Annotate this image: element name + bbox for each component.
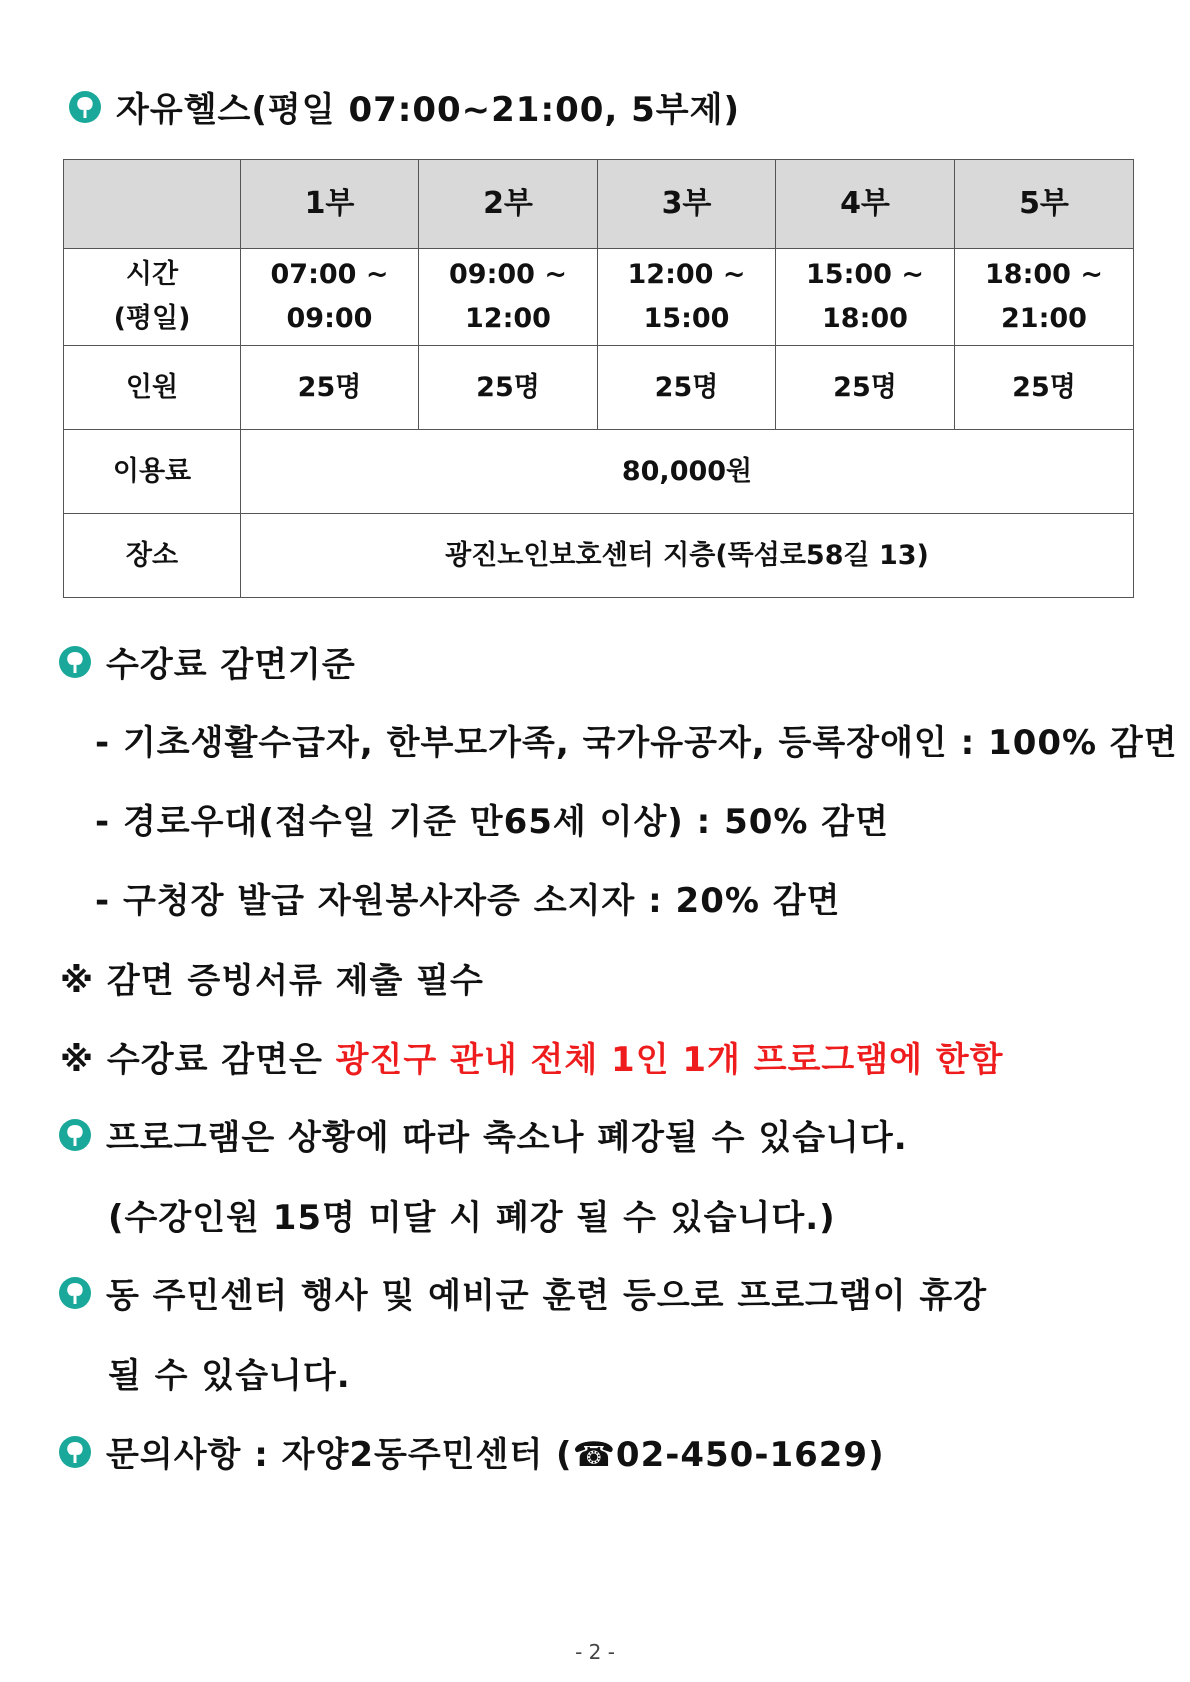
tree-bullet-icon xyxy=(68,90,102,124)
contact-row xyxy=(58,1427,885,1476)
discount-note-1: ※ 감면 증빙서류 제출 필수 xyxy=(60,961,484,1001)
time-cell-5: 18:00 ~ 21:00 xyxy=(955,249,1134,346)
header-cell-part4: 4부 xyxy=(776,160,955,249)
header-cell-empty xyxy=(64,160,241,249)
discount-note-2 xyxy=(60,1032,1003,1081)
notice-2-line-2: 될 수 있습니다. xyxy=(108,1356,351,1396)
header-cell-part2: 2부 xyxy=(419,160,598,249)
notice-1-row xyxy=(58,1110,908,1159)
table-row-place xyxy=(64,514,1134,598)
time-cell-3: 12:00 ~ 15:00 xyxy=(598,249,776,346)
contact-info: 문의사항 : 자양2동주민센터 (☎02-450-1629) xyxy=(106,1435,885,1475)
schedule-table xyxy=(63,159,1134,598)
table-row-fee xyxy=(64,430,1134,514)
section-title-row xyxy=(68,82,740,131)
page-number: - 2 - xyxy=(575,1640,615,1664)
discount-title-row xyxy=(58,637,356,686)
tree-bullet-icon xyxy=(58,645,92,679)
time-cell-1: 07:00 ~ 09:00 xyxy=(241,249,419,346)
tree-bullet-icon xyxy=(58,1118,92,1152)
row-label-people: 인원 xyxy=(64,346,241,430)
people-cell-5: 25명 xyxy=(955,346,1134,430)
discount-note-2-highlight: 광진구 관내 전체 1인 1개 프로그램에 한함 xyxy=(335,1040,1004,1080)
tree-bullet-icon xyxy=(58,1276,92,1310)
row-label-time: 시간 (평일) xyxy=(64,249,241,346)
discount-item-1: - 기초생활수급자, 한부모가족, 국가유공자, 등록장애인 : 100% 감면 xyxy=(95,723,1178,763)
notice-2-line-1: 동 주민센터 행사 및 예비군 훈련 등으로 프로그램이 휴강 xyxy=(106,1276,988,1316)
header-cell-part5: 5부 xyxy=(955,160,1134,249)
table-row-time xyxy=(64,249,1134,346)
row-label-fee: 이용료 xyxy=(64,430,241,514)
fee-cell: 80,000원 xyxy=(241,430,1134,514)
discount-title: 수강료 감면기준 xyxy=(106,645,356,685)
discount-item-2: - 경로우대(접수일 기준 만65세 이상) : 50% 감면 xyxy=(95,802,889,842)
header-cell-part3: 3부 xyxy=(598,160,776,249)
discount-item-3: - 구청장 발급 자원봉사자증 소지자 : 20% 감면 xyxy=(95,881,841,921)
table-header-row xyxy=(64,160,1134,249)
header-cell-part1: 1부 xyxy=(241,160,419,249)
people-cell-4: 25명 xyxy=(776,346,955,430)
time-cell-2: 09:00 ~ 12:00 xyxy=(419,249,598,346)
discount-note-2-prefix: ※ 수강료 감면은 xyxy=(60,1040,336,1080)
tree-bullet-icon xyxy=(58,1435,92,1469)
section-title: 자유헬스(평일 07:00~21:00, 5부제) xyxy=(116,90,741,130)
table-row-people xyxy=(64,346,1134,430)
people-cell-3: 25명 xyxy=(598,346,776,430)
people-cell-1: 25명 xyxy=(241,346,419,430)
row-label-place: 장소 xyxy=(64,514,241,598)
place-cell: 광진노인보호센터 지층(뚝섬로58길 13) xyxy=(241,514,1134,598)
people-cell-2: 25명 xyxy=(419,346,598,430)
notice-1-line-2: (수강인원 15명 미달 시 폐강 될 수 있습니다.) xyxy=(108,1198,836,1238)
notice-1-line-1: 프로그램은 상황에 따라 축소나 폐강될 수 있습니다. xyxy=(106,1118,908,1158)
notice-2-row xyxy=(58,1268,987,1317)
time-cell-4: 15:00 ~ 18:00 xyxy=(776,249,955,346)
